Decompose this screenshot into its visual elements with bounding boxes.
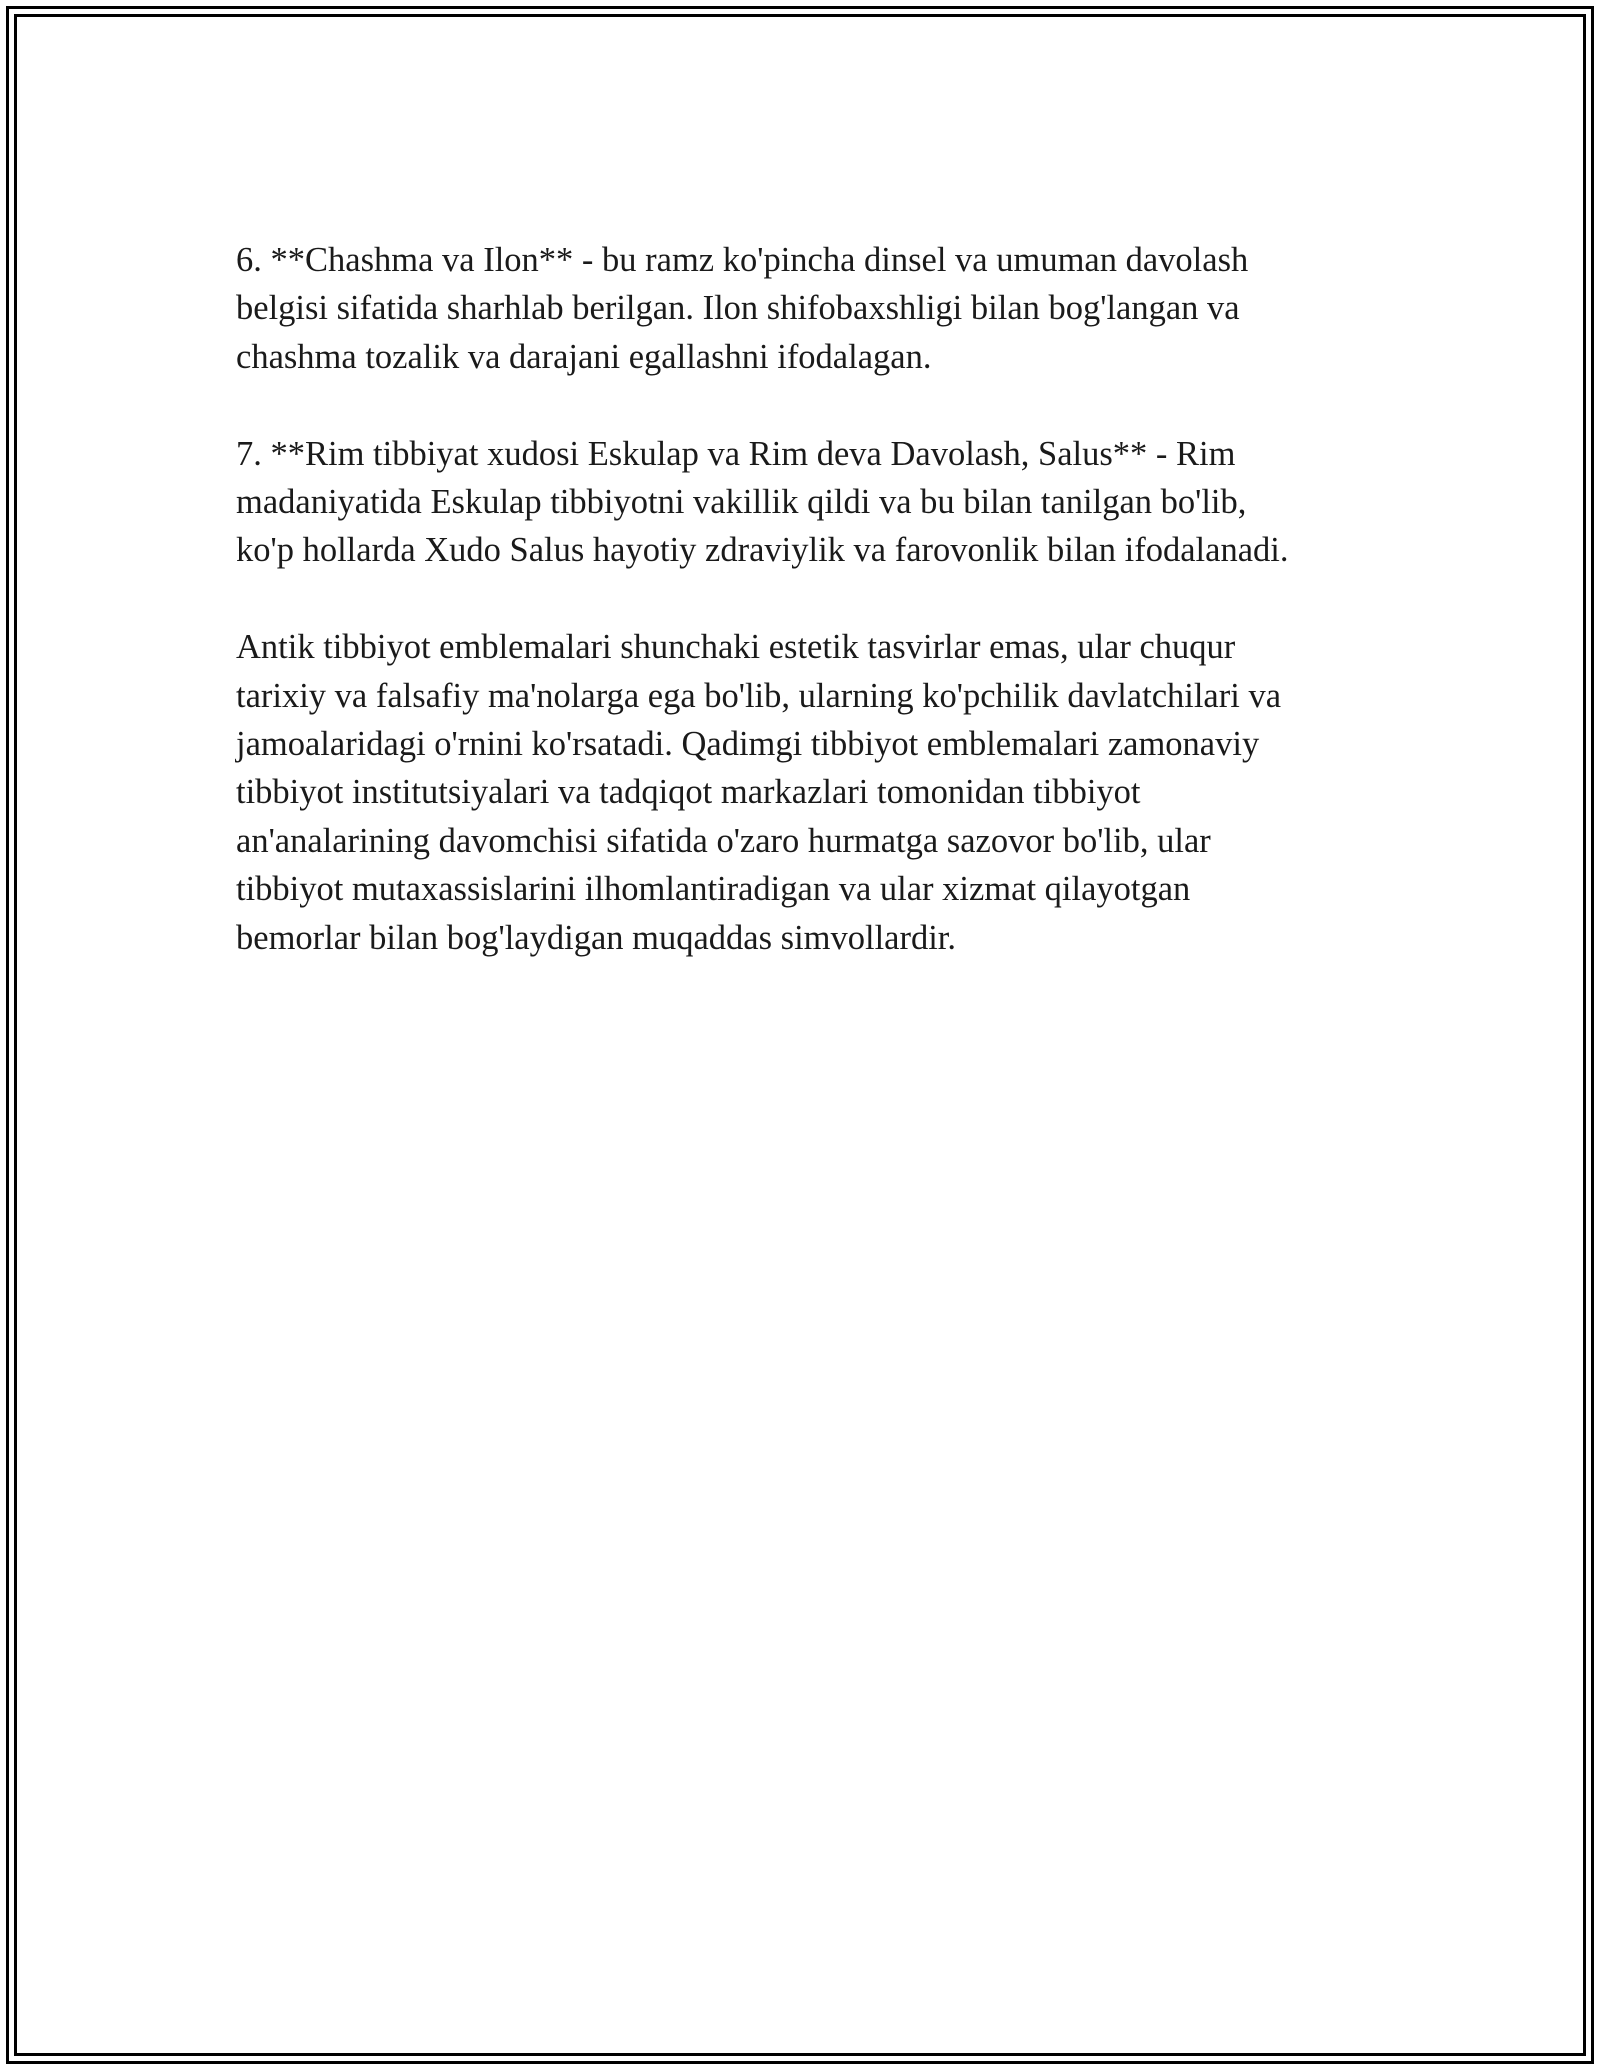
text-line: an'analarining davomchisi sifatida o'zaro hurmatga sazovor bo'lib, ular bbox=[236, 821, 1211, 860]
text-line: tibbiyot mutaxassislarini ilhomlantiradigan va ular xizmat qilayotgan bbox=[236, 870, 1191, 909]
text-line: tibbiyot institutsiyalari va tadqiqot markazlari tomonidan tibbiyot bbox=[236, 773, 1141, 812]
text-line: tarixiy va falsafiy ma'nolarga ega bo'lib, ularning ko'pchilik davlatchilari va bbox=[236, 676, 1282, 715]
document-body bbox=[236, 236, 1416, 1010]
text-line: bemorlar bilan bog'laydigan muqaddas simvollardir. bbox=[236, 918, 957, 957]
text-line: Antik tibbiyot emblemalari shunchaki estetik tasvirlar emas, ular chuqur bbox=[236, 628, 1236, 667]
text-line: ko'p hollarda Xudo Salus hayotiy zdraviylik va farovonlik bilan ifodalanadi. bbox=[236, 531, 1289, 570]
text-line: 6. **Chashma va Ilon** - bu ramz ko'pincha dinsel va umuman davolash bbox=[236, 241, 1249, 279]
text-line: 7. **Rim tibbiyat xudosi Eskulap va Rim deva Davolash, Salus** - Rim bbox=[236, 434, 1236, 473]
paragraph-item-7 bbox=[236, 430, 1416, 575]
paragraph-item-6 bbox=[236, 236, 1416, 381]
text-line: belgisi sifatida sharhlab berilgan. Ilon shifobaxshligi bilan bog'langan va bbox=[236, 289, 1240, 328]
text-line: madaniyatida Eskulap tibbiyotni vakillik qildi va bu bilan tanilgan bo'lib, bbox=[236, 483, 1247, 522]
text-line: chashma tozalik va darajani egallashni ifodalagan. bbox=[236, 337, 932, 376]
paragraph-conclusion bbox=[236, 623, 1416, 962]
text-line: jamoalaridagi o'rnini ko'rsatadi. Qadimgi tibbiyot emblemalari zamonaviy bbox=[236, 725, 1260, 764]
